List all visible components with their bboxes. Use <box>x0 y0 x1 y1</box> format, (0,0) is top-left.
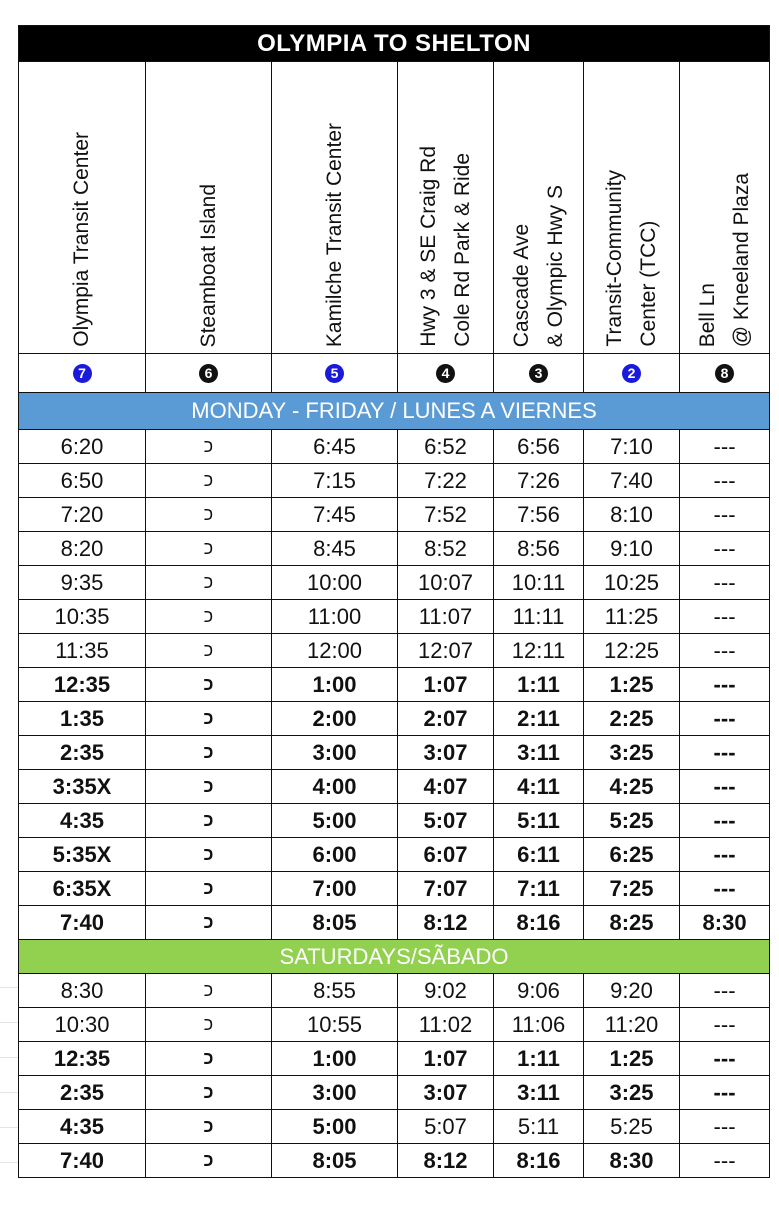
time-cell: --- <box>680 498 770 532</box>
time-cell: 3:07 <box>398 1076 494 1110</box>
stop-header <box>272 62 398 354</box>
weekday-section-label: MONDAY - FRIDAY / LUNES A VIERNES <box>19 393 770 430</box>
pass-through-mark: כ <box>146 634 272 668</box>
pass-through-mark: כ <box>146 804 272 838</box>
time-cell: 6:35X <box>19 872 146 906</box>
time-cell: 7:11 <box>494 872 584 906</box>
time-cell: 5:11 <box>494 1110 584 1144</box>
time-cell: 10:55 <box>272 1008 398 1042</box>
time-cell: 6:45 <box>272 430 398 464</box>
time-cell: --- <box>680 532 770 566</box>
stop-number-row <box>19 354 770 393</box>
time-cell: --- <box>680 668 770 702</box>
table-row <box>19 1144 770 1178</box>
time-cell: 8:30 <box>584 1144 680 1178</box>
time-cell: --- <box>680 838 770 872</box>
pass-through-mark: כ <box>146 600 272 634</box>
pass-through-mark: כ <box>146 702 272 736</box>
time-cell: 2:07 <box>398 702 494 736</box>
time-cell: 6:25 <box>584 838 680 872</box>
time-cell: 5:35X <box>19 838 146 872</box>
time-cell: --- <box>680 736 770 770</box>
time-cell: 7:40 <box>19 1144 146 1178</box>
time-cell: 9:02 <box>398 974 494 1008</box>
time-cell: --- <box>680 1110 770 1144</box>
time-cell: 8:20 <box>19 532 146 566</box>
time-cell: 12:35 <box>19 668 146 702</box>
time-cell: 7:52 <box>398 498 494 532</box>
time-cell: 4:25 <box>584 770 680 804</box>
pass-through-mark: כ <box>146 1144 272 1178</box>
time-cell: 6:07 <box>398 838 494 872</box>
time-cell: 5:00 <box>272 804 398 838</box>
stop-header-row <box>19 62 770 354</box>
time-cell: 11:07 <box>398 600 494 634</box>
time-cell: 7:22 <box>398 464 494 498</box>
stop-number-cell <box>398 354 494 393</box>
time-cell: 10:25 <box>584 566 680 600</box>
time-cell: --- <box>680 1008 770 1042</box>
table-row <box>19 1076 770 1110</box>
pass-through-mark: כ <box>146 566 272 600</box>
stop-number-badge: 6 <box>199 364 218 383</box>
pass-through-mark: כ <box>146 1110 272 1144</box>
time-cell: 4:00 <box>272 770 398 804</box>
time-cell: 3:25 <box>584 736 680 770</box>
time-cell: 11:06 <box>494 1008 584 1042</box>
time-cell: 1:00 <box>272 1042 398 1076</box>
stop-number-cell <box>584 354 680 393</box>
stop-number-badge: 7 <box>73 364 92 383</box>
time-cell: 9:06 <box>494 974 584 1008</box>
stop-number-badge: 4 <box>436 364 455 383</box>
table-row <box>19 1110 770 1144</box>
time-cell: 1:07 <box>398 668 494 702</box>
time-cell: 10:11 <box>494 566 584 600</box>
table-row <box>19 1042 770 1076</box>
saturday-section-row <box>19 940 770 974</box>
stop-name: Olympia Transit Center <box>70 132 93 347</box>
stop-header <box>146 62 272 354</box>
time-cell: 12:11 <box>494 634 584 668</box>
time-cell: 7:40 <box>584 464 680 498</box>
time-cell: --- <box>680 464 770 498</box>
time-cell: 3:25 <box>584 1076 680 1110</box>
time-cell: 1:00 <box>272 668 398 702</box>
time-cell: 8:16 <box>494 1144 584 1178</box>
time-cell: 1:25 <box>584 668 680 702</box>
time-cell: 6:56 <box>494 430 584 464</box>
pass-through-mark: כ <box>146 498 272 532</box>
pass-through-mark: כ <box>146 872 272 906</box>
pass-through-mark: כ <box>146 532 272 566</box>
time-cell: 6:11 <box>494 838 584 872</box>
time-cell: --- <box>680 634 770 668</box>
table-row <box>19 566 770 600</box>
stop-header <box>584 62 680 354</box>
stop-number-badge: 3 <box>529 364 548 383</box>
stop-number-cell <box>494 354 584 393</box>
time-cell: 10:30 <box>19 1008 146 1042</box>
stop-name: Bell Ln @ Kneeland Plaza <box>695 172 753 347</box>
time-cell: --- <box>680 1042 770 1076</box>
stop-number-cell <box>19 354 146 393</box>
table-row <box>19 498 770 532</box>
time-cell: 10:07 <box>398 566 494 600</box>
time-cell: 8:10 <box>584 498 680 532</box>
table-row <box>19 804 770 838</box>
time-cell: 8:12 <box>398 906 494 940</box>
stop-name: Steamboat Island <box>196 183 220 347</box>
stop-header <box>494 62 584 354</box>
time-cell: --- <box>680 702 770 736</box>
time-cell: 7:56 <box>494 498 584 532</box>
time-cell: 8:25 <box>584 906 680 940</box>
time-cell: 9:10 <box>584 532 680 566</box>
time-cell: 3:07 <box>398 736 494 770</box>
time-cell: 5:25 <box>584 804 680 838</box>
table-row <box>19 872 770 906</box>
table-title: OLYMPIA TO SHELTON <box>19 26 770 62</box>
time-cell: 3:11 <box>494 736 584 770</box>
time-cell: 7:07 <box>398 872 494 906</box>
time-cell: 8:30 <box>19 974 146 1008</box>
table-row <box>19 770 770 804</box>
time-cell: 5:11 <box>494 804 584 838</box>
time-cell: --- <box>680 770 770 804</box>
pass-through-mark: כ <box>146 668 272 702</box>
time-cell: 1:35 <box>19 702 146 736</box>
time-cell: 3:11 <box>494 1076 584 1110</box>
time-cell: 7:26 <box>494 464 584 498</box>
table-row <box>19 668 770 702</box>
time-cell: --- <box>680 430 770 464</box>
time-cell: 11:02 <box>398 1008 494 1042</box>
table-row <box>19 736 770 770</box>
stop-number-cell <box>146 354 272 393</box>
pass-through-mark: כ <box>146 906 272 940</box>
pass-through-mark: כ <box>146 770 272 804</box>
table-row <box>19 464 770 498</box>
time-cell: 11:35 <box>19 634 146 668</box>
time-cell: 9:35 <box>19 566 146 600</box>
time-cell: --- <box>680 600 770 634</box>
pass-through-mark: כ <box>146 736 272 770</box>
pass-through-mark: כ <box>146 464 272 498</box>
time-cell: 4:07 <box>398 770 494 804</box>
time-cell: 7:40 <box>19 906 146 940</box>
stop-number-badge: 8 <box>715 364 734 383</box>
time-cell: 6:20 <box>19 430 146 464</box>
time-cell: 12:07 <box>398 634 494 668</box>
table-row <box>19 838 770 872</box>
stop-name: Hwy 3 & SE Craig Rd Cole Rd Park & Ride <box>416 146 474 347</box>
time-cell: 7:25 <box>584 872 680 906</box>
stop-header <box>680 62 770 354</box>
time-cell: 11:20 <box>584 1008 680 1042</box>
time-cell: 7:45 <box>272 498 398 532</box>
time-cell: 1:11 <box>494 668 584 702</box>
time-cell: --- <box>680 1076 770 1110</box>
time-cell: 10:35 <box>19 600 146 634</box>
stop-header <box>398 62 494 354</box>
pass-through-mark: כ <box>146 974 272 1008</box>
time-cell: 11:11 <box>494 600 584 634</box>
time-cell: 7:00 <box>272 872 398 906</box>
stop-name: Cascade Ave & Olympic Hwy S <box>509 184 567 347</box>
pass-through-mark: כ <box>146 1042 272 1076</box>
time-cell: 4:35 <box>19 804 146 838</box>
table-row <box>19 906 770 940</box>
time-cell: 6:50 <box>19 464 146 498</box>
time-cell: 11:00 <box>272 600 398 634</box>
pass-through-mark: כ <box>146 1076 272 1110</box>
time-cell: --- <box>680 804 770 838</box>
time-cell: 5:07 <box>398 804 494 838</box>
time-cell: 12:35 <box>19 1042 146 1076</box>
time-cell: 8:56 <box>494 532 584 566</box>
time-cell: 7:20 <box>19 498 146 532</box>
time-cell: 4:11 <box>494 770 584 804</box>
time-cell: 12:00 <box>272 634 398 668</box>
time-cell: 4:35 <box>19 1110 146 1144</box>
saturday-section-label: SATURDAYS/SÃBADO <box>19 940 770 974</box>
time-cell: 12:25 <box>584 634 680 668</box>
time-cell: 8:05 <box>272 906 398 940</box>
time-cell: 3:00 <box>272 1076 398 1110</box>
time-cell: 6:00 <box>272 838 398 872</box>
time-cell: 2:35 <box>19 736 146 770</box>
schedule-table <box>18 25 770 1178</box>
stop-number-cell <box>272 354 398 393</box>
time-cell: 1:11 <box>494 1042 584 1076</box>
time-cell: 5:25 <box>584 1110 680 1144</box>
stop-number-badge: 2 <box>622 364 641 383</box>
stop-number-badge: 5 <box>325 364 344 383</box>
time-cell: 8:12 <box>398 1144 494 1178</box>
time-cell: 2:35 <box>19 1076 146 1110</box>
time-cell: 2:00 <box>272 702 398 736</box>
time-cell: 1:25 <box>584 1042 680 1076</box>
time-cell: 8:52 <box>398 532 494 566</box>
table-row <box>19 430 770 464</box>
time-cell: 1:07 <box>398 1042 494 1076</box>
time-cell: 2:11 <box>494 702 584 736</box>
time-cell: 10:00 <box>272 566 398 600</box>
table-row <box>19 702 770 736</box>
time-cell: 8:55 <box>272 974 398 1008</box>
table-row <box>19 634 770 668</box>
pass-through-mark: כ <box>146 1008 272 1042</box>
stop-header <box>19 62 146 354</box>
time-cell: 8:16 <box>494 906 584 940</box>
table-row <box>19 1008 770 1042</box>
time-cell: 6:52 <box>398 430 494 464</box>
table-row <box>19 600 770 634</box>
time-cell: --- <box>680 566 770 600</box>
time-cell: 5:07 <box>398 1110 494 1144</box>
stop-number-cell <box>680 354 770 393</box>
time-cell: 11:25 <box>584 600 680 634</box>
time-cell: --- <box>680 872 770 906</box>
time-cell: 3:00 <box>272 736 398 770</box>
table-row <box>19 974 770 1008</box>
pass-through-mark: כ <box>146 838 272 872</box>
pass-through-mark: כ <box>146 430 272 464</box>
time-cell: 8:45 <box>272 532 398 566</box>
time-cell: 8:05 <box>272 1144 398 1178</box>
time-cell: 2:25 <box>584 702 680 736</box>
time-cell: 9:20 <box>584 974 680 1008</box>
time-cell: 7:10 <box>584 430 680 464</box>
time-cell: 8:30 <box>680 906 770 940</box>
stop-name: Kamilche Transit Center <box>322 122 346 347</box>
weekday-section-row <box>19 393 770 430</box>
time-cell: 7:15 <box>272 464 398 498</box>
time-cell: 5:00 <box>272 1110 398 1144</box>
time-cell: --- <box>680 1144 770 1178</box>
time-cell: 3:35X <box>19 770 146 804</box>
table-row <box>19 532 770 566</box>
stop-name: Transit-Community Center (TCC) <box>602 170 660 347</box>
time-cell: --- <box>680 974 770 1008</box>
